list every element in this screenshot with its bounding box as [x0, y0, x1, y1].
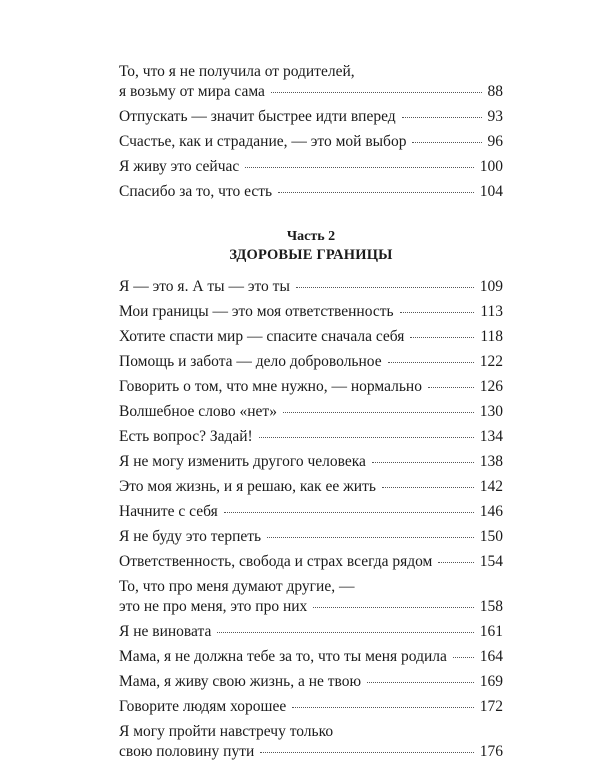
- dot-leader: [296, 287, 474, 288]
- toc-entry-line: [119, 352, 503, 372]
- dot-leader: [292, 707, 474, 708]
- toc-entry: [119, 697, 503, 717]
- toc-entry-line: [119, 622, 503, 642]
- toc-entry: [119, 182, 503, 202]
- toc-entry: [119, 527, 503, 547]
- page-number: 126: [479, 378, 503, 395]
- toc-entry: [119, 672, 503, 692]
- toc-entry-line: [119, 157, 503, 177]
- toc-entry-title: Спасибо за то, что есть: [119, 183, 273, 200]
- toc-entry-title-line: Я могу пройти навстречу только: [119, 723, 334, 740]
- page-number: 96: [487, 133, 503, 150]
- toc-entry-title: это не про меня, это про них: [119, 598, 308, 615]
- page-number: 134: [479, 428, 503, 445]
- toc-entry-title: Это моя жизнь, и я решаю, как ее жить: [119, 478, 376, 495]
- toc-entry-line: [119, 132, 503, 152]
- toc-entry-line: [119, 277, 503, 297]
- table-of-contents: [119, 62, 503, 767]
- toc-entry-title: Мама, я живу свою жизнь, а не твою: [119, 673, 362, 690]
- dot-leader: [245, 167, 473, 168]
- dot-leader: [428, 387, 474, 388]
- dot-leader: [260, 752, 473, 753]
- toc-entry-title-line: То, что про меня думают другие, —: [119, 578, 355, 595]
- dot-leader: [367, 682, 474, 683]
- toc-entry-line: [119, 672, 503, 692]
- toc-entry-title: Говорите людям хорошее: [119, 698, 287, 715]
- page-number: 118: [480, 328, 503, 345]
- page-number: 122: [479, 353, 503, 370]
- dot-leader: [283, 412, 474, 413]
- page-number: 176: [479, 743, 503, 760]
- part-title: ЗДОРОВЫЕ ГРАНИЦЫ: [229, 247, 393, 263]
- toc-entry: [119, 452, 503, 472]
- toc-entry-line: [119, 327, 503, 347]
- part-label: Часть 2: [286, 229, 336, 244]
- toc-entry-line: [119, 82, 503, 102]
- part2-entry-list: [119, 277, 503, 762]
- toc-entry-line: [119, 377, 503, 397]
- dot-leader: [224, 512, 474, 513]
- toc-entry-title: Я — это я. А ты — это ты: [119, 278, 290, 295]
- dot-leader: [278, 192, 474, 193]
- toc-entry: [119, 132, 503, 152]
- toc-entry-line: [119, 597, 503, 617]
- toc-entry-line: [119, 697, 503, 717]
- toc-entry: [119, 722, 503, 762]
- page-number: 172: [479, 698, 503, 715]
- dot-leader: [382, 487, 474, 488]
- dot-leader: [313, 607, 473, 608]
- toc-entry: [119, 107, 503, 127]
- toc-entry: [119, 502, 503, 522]
- toc-entry-line: [119, 527, 503, 547]
- dot-leader: [410, 337, 474, 338]
- page-number: 138: [479, 453, 503, 470]
- toc-entry: [119, 577, 503, 617]
- dot-leader: [372, 462, 474, 463]
- dot-leader: [400, 312, 475, 313]
- page-number: 100: [479, 158, 503, 175]
- toc-entry-line: [119, 502, 503, 522]
- page-number: 130: [479, 403, 503, 420]
- page-number: 169: [479, 673, 503, 690]
- toc-entry: [119, 427, 503, 447]
- toc-entry-line: [119, 427, 503, 447]
- dot-leader: [267, 537, 474, 538]
- toc-entry: [119, 157, 503, 177]
- dot-leader: [271, 92, 482, 93]
- toc-entry: [119, 377, 503, 397]
- toc-entry-title: Ответственность, свобода и страх всегда рядом: [119, 553, 433, 570]
- toc-entry-title: Я живу это сейчас: [119, 158, 240, 175]
- toc-entry: [119, 62, 503, 102]
- toc-entry-line: [119, 477, 503, 497]
- toc-entry: [119, 277, 503, 297]
- dot-leader: [412, 142, 481, 143]
- page-number: 142: [479, 478, 503, 495]
- page-number: 164: [479, 648, 503, 665]
- toc-entry-title: Отпускать — значит быстрее идти вперед: [119, 108, 396, 125]
- toc-entry-line: [119, 742, 503, 762]
- toc-entry: [119, 622, 503, 642]
- page-number: 146: [479, 503, 503, 520]
- page-number: 104: [479, 183, 503, 200]
- toc-entry: [119, 647, 503, 667]
- page-number: 161: [479, 623, 503, 640]
- dot-leader: [402, 117, 482, 118]
- page-number: 109: [479, 278, 503, 295]
- page-number: 88: [487, 83, 503, 100]
- toc-entry-title-line: То, что я не получила от родителей,: [119, 63, 355, 80]
- toc-entry-title: Говорить о том, что мне нужно, — нормально: [119, 378, 422, 395]
- toc-entry-title: Я не могу изменить другого человека: [119, 453, 366, 470]
- toc-entry-title: свою половину пути: [119, 743, 255, 760]
- toc-entry-line: [119, 647, 503, 667]
- toc-entry-line: [119, 402, 503, 422]
- toc-entry-title: Я не буду это терпеть: [119, 528, 262, 545]
- toc-entry: [119, 477, 503, 497]
- toc-entry-line: [119, 452, 503, 472]
- page-number: 150: [479, 528, 503, 545]
- toc-entry-title: Хотите спасти мир — спасите сначала себя: [119, 328, 405, 345]
- part1-entry-list: [119, 62, 503, 202]
- page-number: 113: [480, 303, 503, 320]
- toc-entry-line: [119, 302, 503, 322]
- toc-entry: [119, 327, 503, 347]
- toc-entry-title: Я не виновата: [119, 623, 212, 640]
- toc-entry-title: я возьму от мира сама: [119, 83, 265, 100]
- page-number: 93: [487, 108, 503, 125]
- toc-entry-title: Волшебное слово «нет»: [119, 403, 277, 420]
- part-heading: [119, 228, 503, 265]
- dot-leader: [453, 657, 474, 658]
- toc-entry-title: Счастье, как и страдание, — это мой выбор: [119, 133, 407, 150]
- toc-entry-title: Есть вопрос? Задай!: [119, 428, 253, 445]
- toc-entry-line: [119, 182, 503, 202]
- page-number: 158: [479, 598, 503, 615]
- toc-entry-line: [119, 107, 503, 127]
- page-number: 154: [479, 553, 503, 570]
- toc-entry-line: [119, 552, 503, 572]
- toc-entry-title: Мама, я не должна тебе за то, что ты меня родила: [119, 648, 447, 665]
- toc-entry-title: Помощь и забота — дело добровольное: [119, 353, 382, 370]
- toc-entry-title: Начните с себя: [119, 503, 218, 520]
- dot-leader: [217, 632, 473, 633]
- dot-leader: [388, 362, 474, 363]
- dot-leader: [259, 437, 474, 438]
- toc-entry: [119, 552, 503, 572]
- toc-entry: [119, 302, 503, 322]
- toc-entry: [119, 352, 503, 372]
- dot-leader: [438, 562, 473, 563]
- toc-entry: [119, 402, 503, 422]
- toc-entry-title: Мои границы — это моя ответственность: [119, 303, 394, 320]
